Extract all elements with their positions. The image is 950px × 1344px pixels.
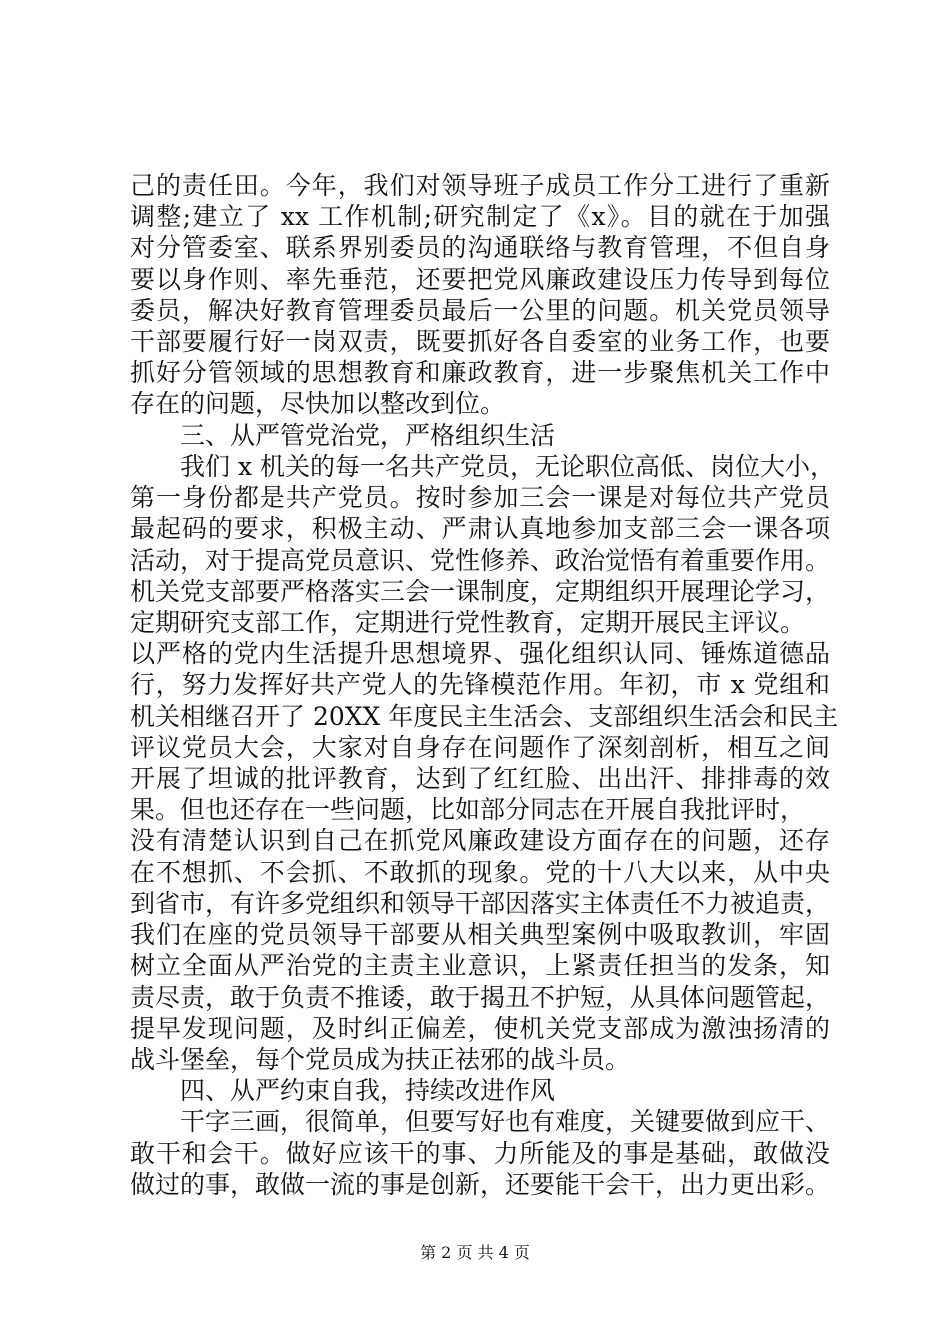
paragraph-line: 果。但也还存在一些问题，比如部分同志在开展自我批评时， <box>130 795 806 825</box>
paragraph-line: 我们 x 机关的每一名共产党员，无论职位高低、岗位大小， <box>180 451 835 481</box>
paragraph-line: 抓好分管领域的思想教育和廉政教育，进一步聚焦机关工作中 <box>130 358 830 388</box>
paragraph-line: 干部要履行好一岗双责，既要抓好各自委室的业务工作，也要 <box>130 327 830 357</box>
section-heading: 三、从严管党治党，严格组织生活 <box>180 420 556 450</box>
paragraph-line: 第一身份都是共产党员。按时参加三会一课是对每位共产党员 <box>130 483 830 513</box>
paragraph-line: 责尽责，敢于负责不推诿，敢于揭丑不护短，从具体问题管起， <box>130 982 831 1012</box>
paragraph-line: 存在的问题，尽快加以整改到位。 <box>130 389 506 419</box>
paragraph-line: 没有清楚认识到自己在抓党风廉政建设方面存在的问题，还存 <box>130 826 830 856</box>
paragraph-line: 活动，对于提高党员意识、党性修养、政治觉悟有着重要作用。 <box>130 545 831 575</box>
paragraph-line: 对分管委室、联系界别委员的沟通联络与教育管理，不但自身 <box>130 233 830 263</box>
paragraph-line: 定期研究支部工作，定期进行党性教育，定期开展民主评议。 <box>130 607 806 637</box>
paragraph-line: 提早发现问题，及时纠正偏差，使机关党支部成为激浊扬清的 <box>130 1013 830 1043</box>
paragraph-line: 最起码的要求，积极主动、严肃认真地参加支部三会一课各项 <box>130 514 830 544</box>
paragraph-line: 调整;建立了 xx 工作机制;研究制定了《x》。目的就在于加强 <box>130 202 830 232</box>
paragraph-line: 行，努力发挥好共产党人的先锋模范作用。年初，市 x 党组和 <box>130 670 830 700</box>
paragraph-line: 己的责任田。今年，我们对领导班子成员工作分工进行了重新 <box>130 171 830 200</box>
paragraph-line: 战斗堡垒，每个党员成为扶正祛邪的战斗员。 <box>130 1044 631 1074</box>
paragraph-line: 敢干和会干。做好应该干的事、力所能及的事是基础，敢做没 <box>130 1138 830 1168</box>
paragraph-line: 开展了坦诚的批评教育，达到了红红脸、出出汗、排排毒的效 <box>130 764 830 794</box>
paragraph-line: 机关相继召开了 20XX 年度民主生活会、支部组织生活会和民主 <box>130 701 839 731</box>
paragraph-line: 评议党员大会，大家对自身存在问题作了深刻剖析，相互之间 <box>130 732 830 762</box>
section-heading: 四、从严约束自我，持续改进作风 <box>180 1076 556 1106</box>
paragraph-line: 以严格的党内生活提升思想境界、强化组织认同、锤炼道德品 <box>130 639 830 669</box>
paragraph-line: 委员，解决好教育管理委员最后一公里的问题。机关党员领导 <box>130 295 830 325</box>
paragraph-line: 要以身作则、率先垂范，还要把党风廉政建设压力传导到每位 <box>130 264 830 294</box>
paragraph-line: 做过的事，敢做一流的事是创新，还要能干会干，出力更出彩。 <box>130 1169 831 1199</box>
paragraph-line: 机关党支部要严格落实三会一课制度，定期组织开展理论学习， <box>130 576 831 606</box>
paragraph-line: 到省市，有许多党组织和领导干部因落实主体责任不力被追责， <box>130 888 831 918</box>
paragraph-line: 在不想抓、不会抓、不敢抓的现象。党的十八大以来，从中央 <box>130 857 830 887</box>
paragraph-line: 我们在座的党员领导干部要从相关典型案例中吸取教训，牢固 <box>130 920 830 950</box>
paragraph-line: 树立全面从严治党的主责主业意识，上紧责任担当的发条，知 <box>130 951 830 981</box>
paragraph-line: 干字三画，很简单，但要写好也有难度，关键要做到应干、 <box>180 1107 831 1137</box>
page-footer: 第 2 页 共 4 页 <box>420 1243 530 1262</box>
